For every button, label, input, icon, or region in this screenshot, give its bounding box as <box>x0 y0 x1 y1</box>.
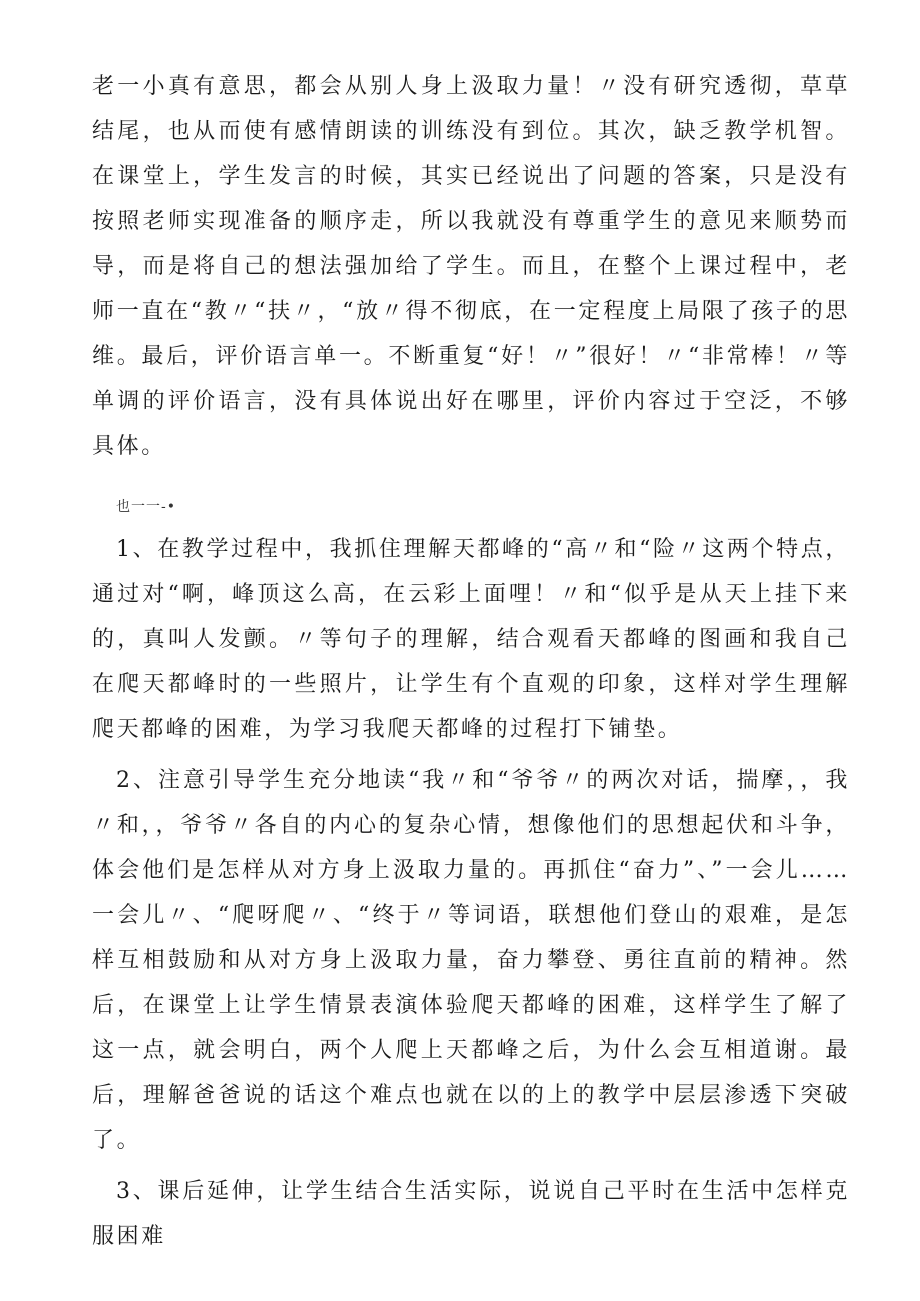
section-marker: 也一一-• <box>116 499 176 515</box>
paragraph-point-2: 2、注意引导学生充分地读“我〃和“爷爷〃的两次对话，揣摩，，我〃和，，爷爷〃各自的内心的复杂心情，想像他们的思想起伏和斗争，体会他们是怎样从对方身上汲取力量的。再抓住“奋力”、”一会儿……一会儿〃、“爬呀爬〃、“终于〃等词语，联想他们登山的艰难，是怎样互相鼓励和从对方身上汲取力量，奋力攀登、勇往直前的精神。然后，在课堂上让学生情景表演体验爬天都峰的困难，这样学生了解了这一点，就会明白，两个人爬上天都峰之后，为什么会互相道谢。最后，理解爸爸说的话这个难点也就在以的上的教学中层层渗透下突破了。 <box>92 768 850 1153</box>
paragraph-reflection: 老一小真有意思，都会从别人身上汲取力量！〃没有研究透彻，草草结尾，也从而使有感情朗读的训练没有到位。其次，缺乏教学机智。在课堂上，学生发言的时候，其实已经说出了问题的答案，只是没有按照老师实现准备的顺序走，所以我就没有尊重学生的意见来顺势而导，而是将自己的想法强加给了学生。而且，在整个上课过程中，老师一直在“教〃“扶〃，“放〃得不彻底，在一定程度上局限了孩子的思维。最后，评价语言单一。不断重复“好！〃”很好！〃“非常棒！〃等单调的评价语言，没有具体说出好在哪里，评价内容过于空泛，不够具体。 <box>92 74 850 459</box>
document-page <box>92 64 850 1259</box>
paragraph-point-1: 1、在教学过程中，我抓住理解天都峰的“高〃和“险〃这两个特点，通过对“啊，峰顶这么高，在云彩上面哩！〃和“似乎是从天上挂下来的，真叫人发颤。〃等句子的理解，结合观看天都峰的图画和我自己在爬天都峰时的一些照片，让学生有个直观的印象，这样对学生理解爬天都峰的困难，为学习我爬天都峰的过程打下铺垫。 <box>92 537 850 742</box>
paragraph-point-3: 3、课后延伸，让学生结合生活实际，说说自己平时在生活中怎样克服困难 <box>92 1179 850 1249</box>
